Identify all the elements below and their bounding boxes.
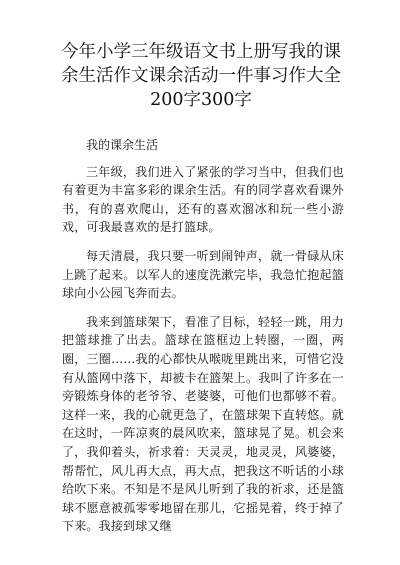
document-title: 今年小学三年级语文书上册写我的课余生活作文课余活动一件事习作大全200字300字 xyxy=(61,42,341,110)
paragraph-3: 我来到篮球架下，看准了目标，轻轻一跳，用力把篮球推了出去。篮球在篮框边上转圈，一圈，两圈，三圈……我的心都快从喉咙里跳出来，可惜它没有从篮网中落下，却被卡在篮架上。我叫了许多在一旁锻炼身体的老爷爷、老婆婆，可他们也都够不着。这样一来，我的心就更急了，在篮球架下直转悠。就在这时，一阵凉爽的晨风吹来，篮球晃了晃。机会来了，我仰着头，祈求着：天灵灵，地灵灵，风婆婆，帮帮忙，风儿再大点，再大点，把我这不听话的小球给吹下来。不知是不是风儿听到了我的祈求，还是篮球不愿意被孤零零地留在那儿，它摇晃着，终于掉了下来。我接到球又继 xyxy=(62,314,344,534)
essay-subtitle: 我的课余生活 xyxy=(86,138,159,152)
paragraph-2: 每天清晨，我只要一听到闹钟声，就一骨碌从床上跳了起来。以军人的速度洗漱完毕，我急忙抱起篮球向小公园飞奔而去。 xyxy=(62,248,344,301)
document-body xyxy=(62,136,344,546)
paragraph-1: 三年级，我们进入了紧张的学习当中，但我们也有着更为丰富多彩的课余生活。有的同学喜欢看课外书，有的喜欢爬山，还有的喜欢溜冰和玩一些小游戏，可我最喜欢的是打篮球。 xyxy=(62,164,344,235)
